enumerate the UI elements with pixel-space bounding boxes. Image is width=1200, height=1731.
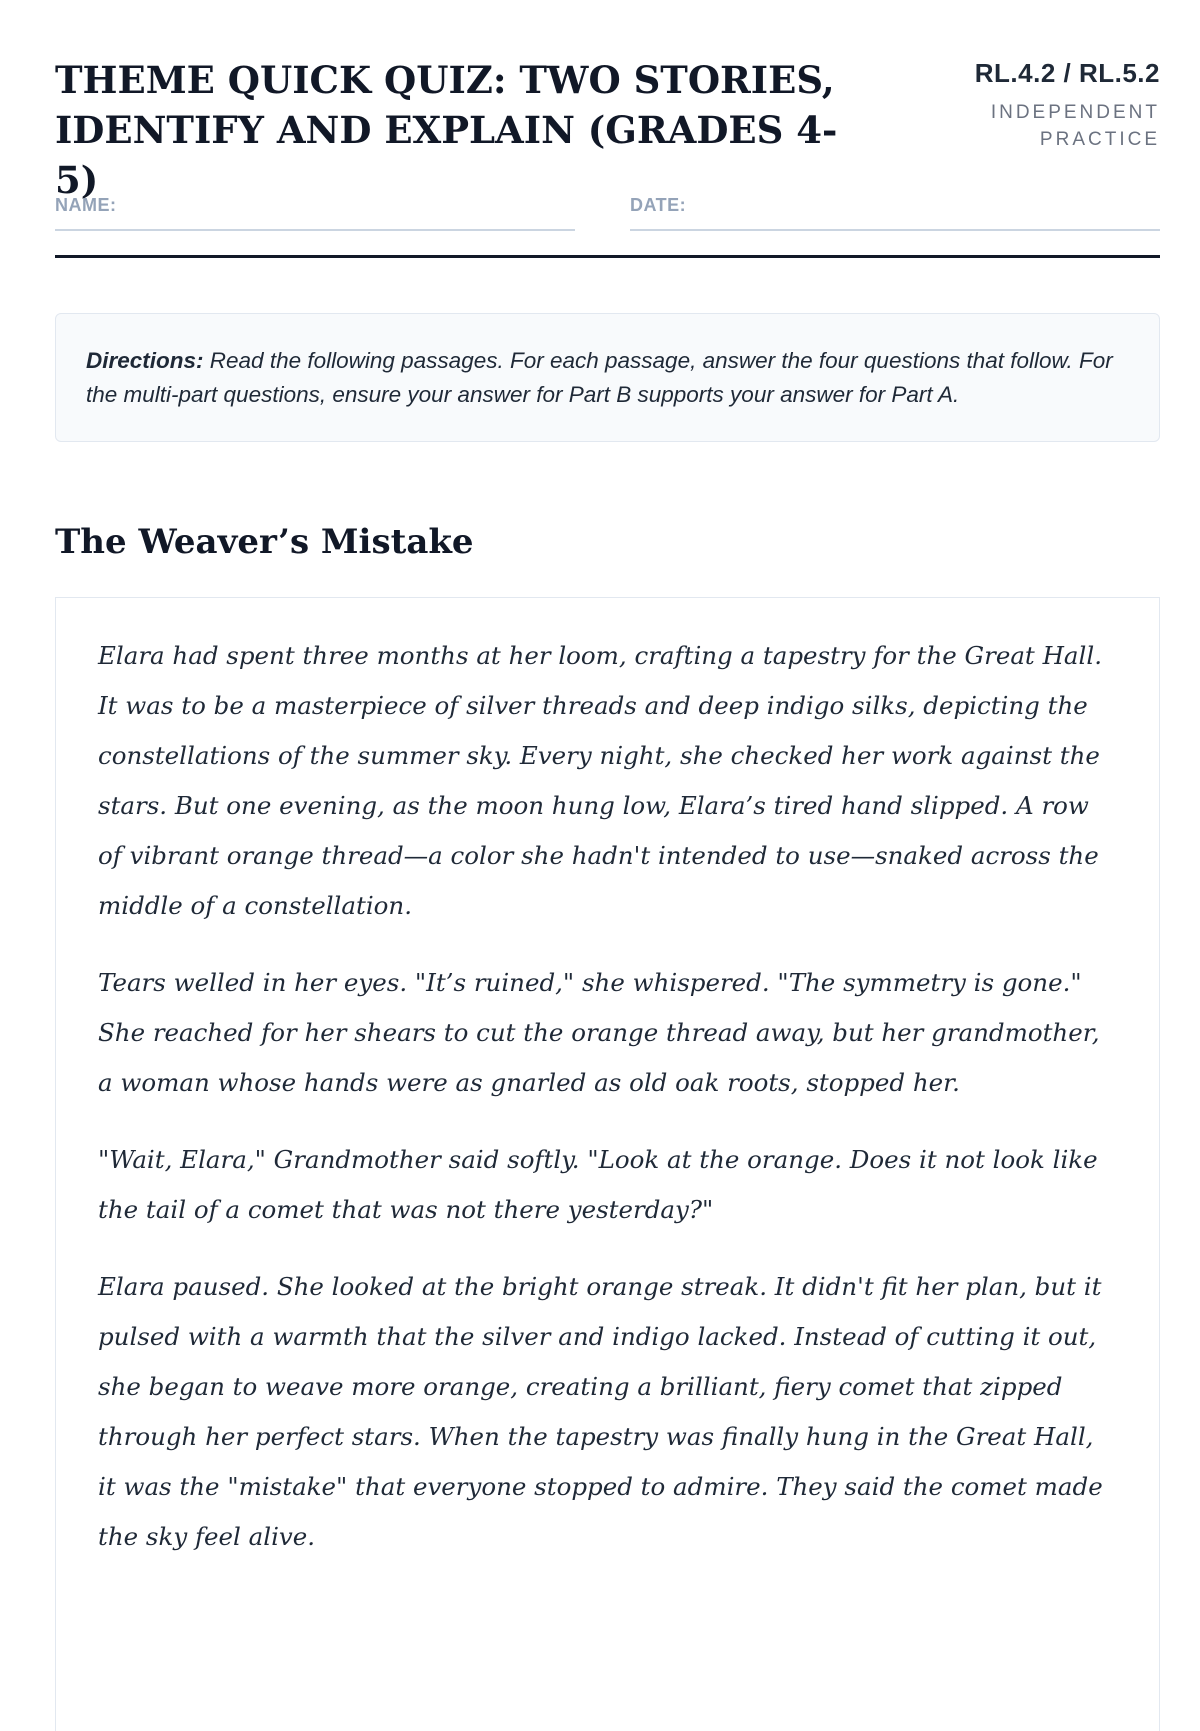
- directions-text: Read the following passages. For each passage, answer the four questions that follow. For the multi-part questions, ensure your answer for Part B supports your answer for Part A.: [86, 348, 1113, 407]
- standard-code: RL.4.2 / RL.5.2: [974, 58, 1160, 88]
- page-title: THEME QUICK QUIZ: TWO STORIES, IDENTIFY AND EXPLAIN (GRADES 4-5): [55, 58, 838, 202]
- worksheet-page: [55, 0, 1160, 1551]
- standards-meta: [975, 58, 1160, 153]
- directions-box: [55, 313, 1160, 442]
- name-label: NAME:: [55, 195, 117, 215]
- passage-paragraph: Elara paused. She looked at the bright orange streak. It didn't fit her plan, but it pulsed with a warmth that the silver and indigo lacked. Instead of cutting it out, she began to weave more orange, creating a brilliant, fiery comet that zipped through her perfect stars. When the tapestry was finally hung in the Great Hall, it was the "mistake" that everyone stopped to admire. They said the comet made the sky feel alive.: [98, 1272, 1103, 1551]
- story-passage: [55, 597, 1160, 1731]
- date-label: DATE:: [630, 195, 687, 215]
- passage-paragraph: Elara had spent three months at her loom, crafting a tapestry for the Great Hall. It was to be a masterpiece of silver threads and deep indigo silks, depicting the constellations of the summer sky. Every night, she checked her work against the stars. But one evening, as the moon hung low, Elara’s tired hand slipped. A row of vibrant orange thread—a color she hadn't intended to use—snaked across the middle of a constellation.: [98, 641, 1102, 920]
- passage-paragraph: Tears welled in her eyes. "It’s ruined," she whispered. "The symmetry is gone." She reached for her shears to cut the orange thread away, but her grandmother, a woman whose hands were as gnarled as old oak roots, stopped her.: [98, 968, 1100, 1097]
- worksheet-header: [55, 0, 1160, 202]
- directions-lead: Directions:: [86, 348, 204, 373]
- practice-label: INDEPENDENT PRACTICE: [990, 102, 1160, 150]
- student-info-fields: [55, 195, 1160, 230]
- header-divider: [55, 255, 1160, 258]
- name-field[interactable]: [55, 195, 575, 231]
- date-field[interactable]: [630, 195, 1160, 231]
- passage-paragraph: "Wait, Elara," Grandmother said softly. "Look at the orange. Does it not look like the tail of a comet that was not there yesterday?": [98, 1145, 1098, 1224]
- story-title: The Weaver’s Mistake: [55, 522, 474, 562]
